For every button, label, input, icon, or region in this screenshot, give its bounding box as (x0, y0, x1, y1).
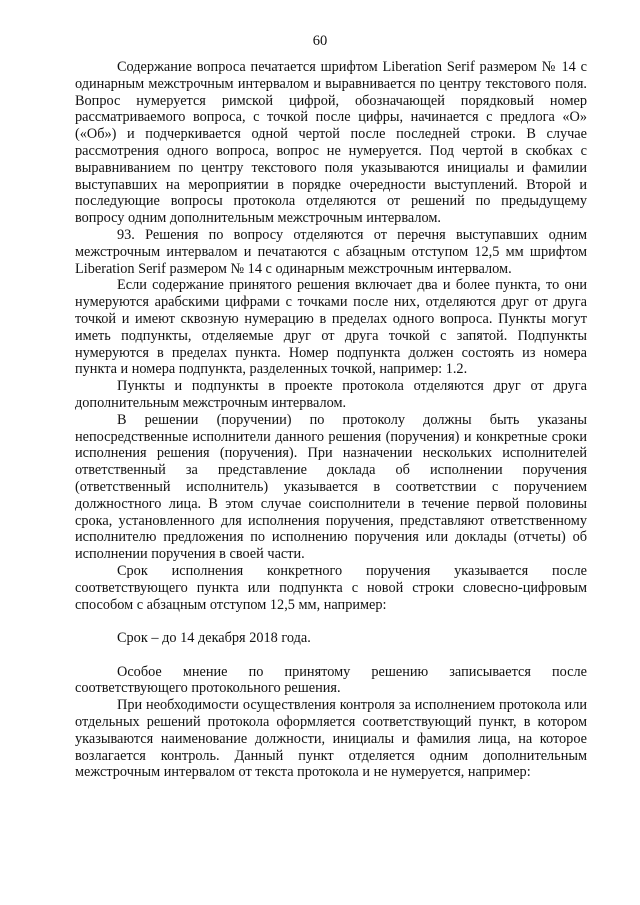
paragraph-decision-points: Если содержание принятого решения включает два и более пункта, то они нумеруются арабскими цифрами с точками после них, отделяются друг от друга точкой и имеют сквозную нумерацию в пределах одного вопроса. Пункты могут иметь подпункты, отделяемые друг от друга точкой с запятой. Подпункты нумеруются в пределах пункта. Номер подпункта должен состоять из номера пункта и номера подпункта, разделенных точкой, например: 1.2. (75, 277, 587, 378)
document-body (75, 59, 587, 781)
paragraph-special-opinion: Особое мнение по принятому решению записывается после соответствующего протокольного решения. (75, 663, 587, 697)
page-number: 60 (312, 33, 328, 49)
paragraph-question-format: Содержание вопроса печатается шрифтом Liberation Serif размером № 14 с одинарным межстрочным интервалом и выравнивается по центру текстового поля. Вопрос нумеруется римской цифрой, обозначающей порядковый номер рассматриваемого вопроса, с точкой после цифры, начинается с предлога «О» («Об») и подчеркивается одной чертой после последней строки. В случае рассмотрения одного вопроса, вопрос не нумеруется. Под чертой в скобках с выравниванием по центру текстового поля указываются инициалы и фамилии выступавших на мероприятии в порядке очередности выступлений. Второй и последующие вопросы протокола отделяются от решений по предыдущему вопросу одним дополнительным межстрочным интервалом. (75, 59, 587, 227)
paragraph-points-spacing: Пункты и подпункты в проекте протокола отделяются друг от друга дополнительным межстрочным интервалом. (75, 378, 587, 411)
paragraph-93-decisions: 93. Решения по вопросу отделяются от перечня выступавших одним межстрочным интервалом и печатаются с абзацным отступом 12,5 мм шрифтом Liberation Serif размером № 14 с одинарным межстрочным интервалом. (75, 226, 587, 277)
paragraph-executors: В решении (поручении) по протоколу должны быть указаны непосредственные исполнители данного решения (поручения) и конкретные сроки исполнения решения (поручения). При назначении нескольких исполнителей ответственный за представление доклада об исполнении поручения (ответственный исполнитель) указывается в соответствии с поручением должностного лица. В этом случае соисполнители в течение первой половины срока, установленного для исполнения поручения, представляют ответственному исполнителю предложения по исполнению поручения или доклады (отчеты) об исполнении поручения в своей части. (75, 411, 587, 563)
paragraph-deadline: Срок исполнения конкретного поручения указывается после соответствующего пункта или подпункта с новой строки словесно-цифровым способом с абзацным отступом 12,5 мм, например: (75, 562, 587, 613)
paragraph-control: При необходимости осуществления контроля за исполнением протокола или отдельных решений протокола оформляется соответствующий пункт, в котором указываются наименование должности, инициалы и фамилия лица, на которое возлагается контроль. Данный пункт отделяется одним дополнительным межстрочным интервалом от текста протокола и не нумеруется, например: (75, 697, 587, 781)
paragraph-deadline-example: Срок – до 14 декабря 2018 года. (117, 630, 311, 647)
